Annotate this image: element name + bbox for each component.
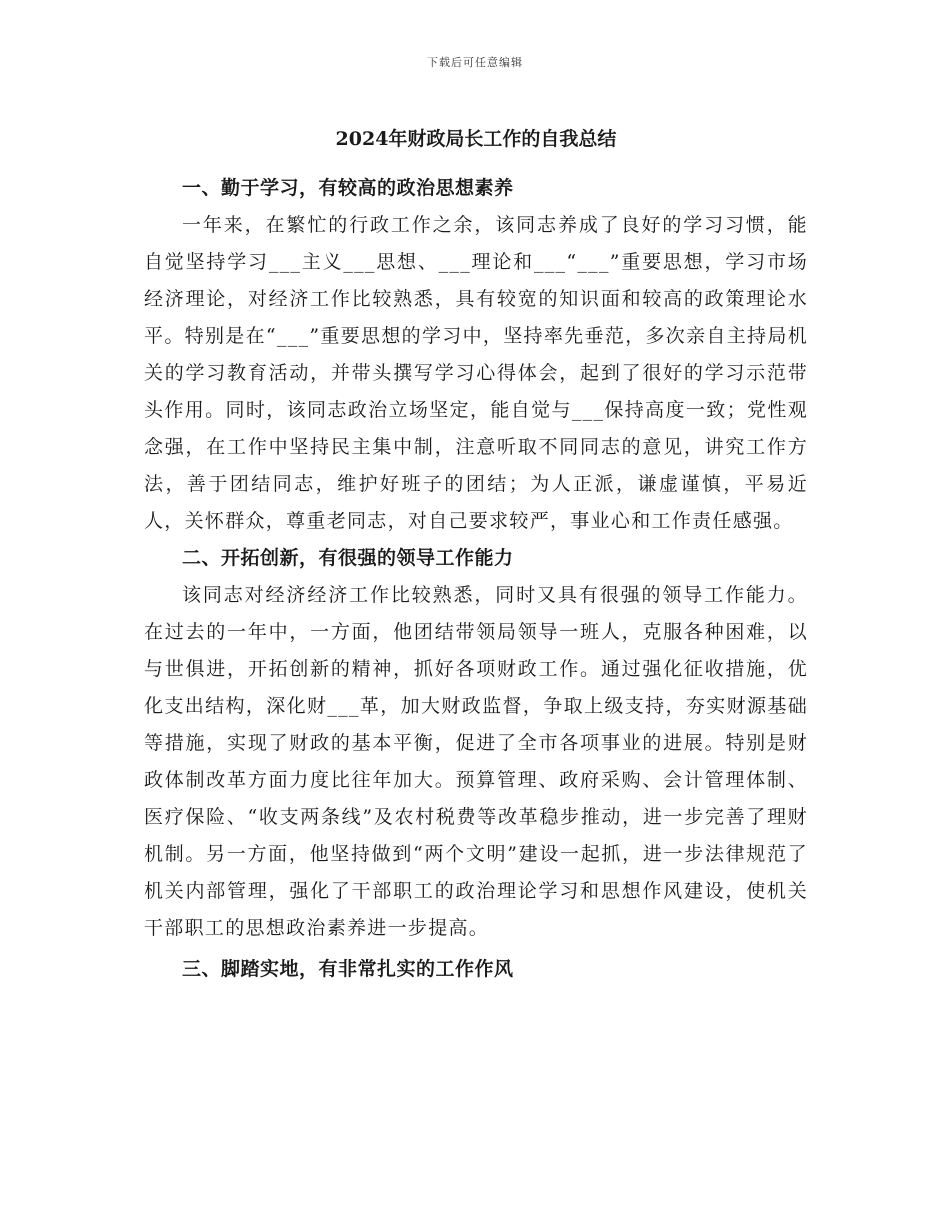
document-title: 2024年财政局长工作的自我总结	[335, 128, 617, 150]
section-paragraph-2: 该同志对经济经济工作比较熟悉，同时又具有很强的领导工作能力。在过去的一年中，一方面，他团结带领局领导一班人，克服各种困难，以与世俱进，开拓创新的精神，抓好各项财政工作。通过强化征收措施，优化支出结构，深化财___革，加大财政监督，争取上级支持，夯实财源基础等措施，实现了财政的基本平衡，促进了全市各项事业的进展。特别是财政体制改革方面力度比往年加大。预算管理、政府采购、会计管理体制、医疗保险、“收支两条线”及农村税费等改革稳步推动，进一步完善了理财机制。另一方面，他坚持做到“两个文明”建设一起抓，进一步法律规范了机关内部管理，强化了干部职工的政治理论学习和思想作风建设，使机关干部职工的思想政治素养进一步提高。	[144, 584, 808, 939]
section-heading-1: 一、勤于学习，有较高的政治思想素养	[182, 177, 514, 199]
section-paragraph-1: 一年来，在繁忙的行政工作之余，该同志养成了良好的学习习惯，能自觉坚持学习___主义___思想、___理论和___“___”重要思想，学习市场经济理论，对经济工作比较熟悉，具有较宽的知识面和较高的政策理论水平。特别是在“___”重要思想的学习中，坚持率先垂范，多次亲自主持局机关的学习教育活动，并带头撰写学习心得体会，起到了很好的学习示范带头作用。同时，该同志政治立场坚定，能自觉与___保持高度一致；党性观念强，在工作中坚持民主集中制，注意听取不同同志的意见，讲究工作方法，善于团结同志，维护好班子的团结；为人正派，谦虚谨慎，平易近人，关怀群众，尊重老同志，对自己要求较严，事业心和工作责任感强。	[144, 214, 808, 532]
section-heading-2: 二、开拓创新，有很强的领导工作能力	[182, 547, 514, 569]
header-note: 下载后可任意编辑	[427, 56, 523, 69]
document-body	[144, 124, 808, 988]
section-heading-3: 三、脚踏实地，有非常扎实的工作作风	[182, 958, 514, 980]
